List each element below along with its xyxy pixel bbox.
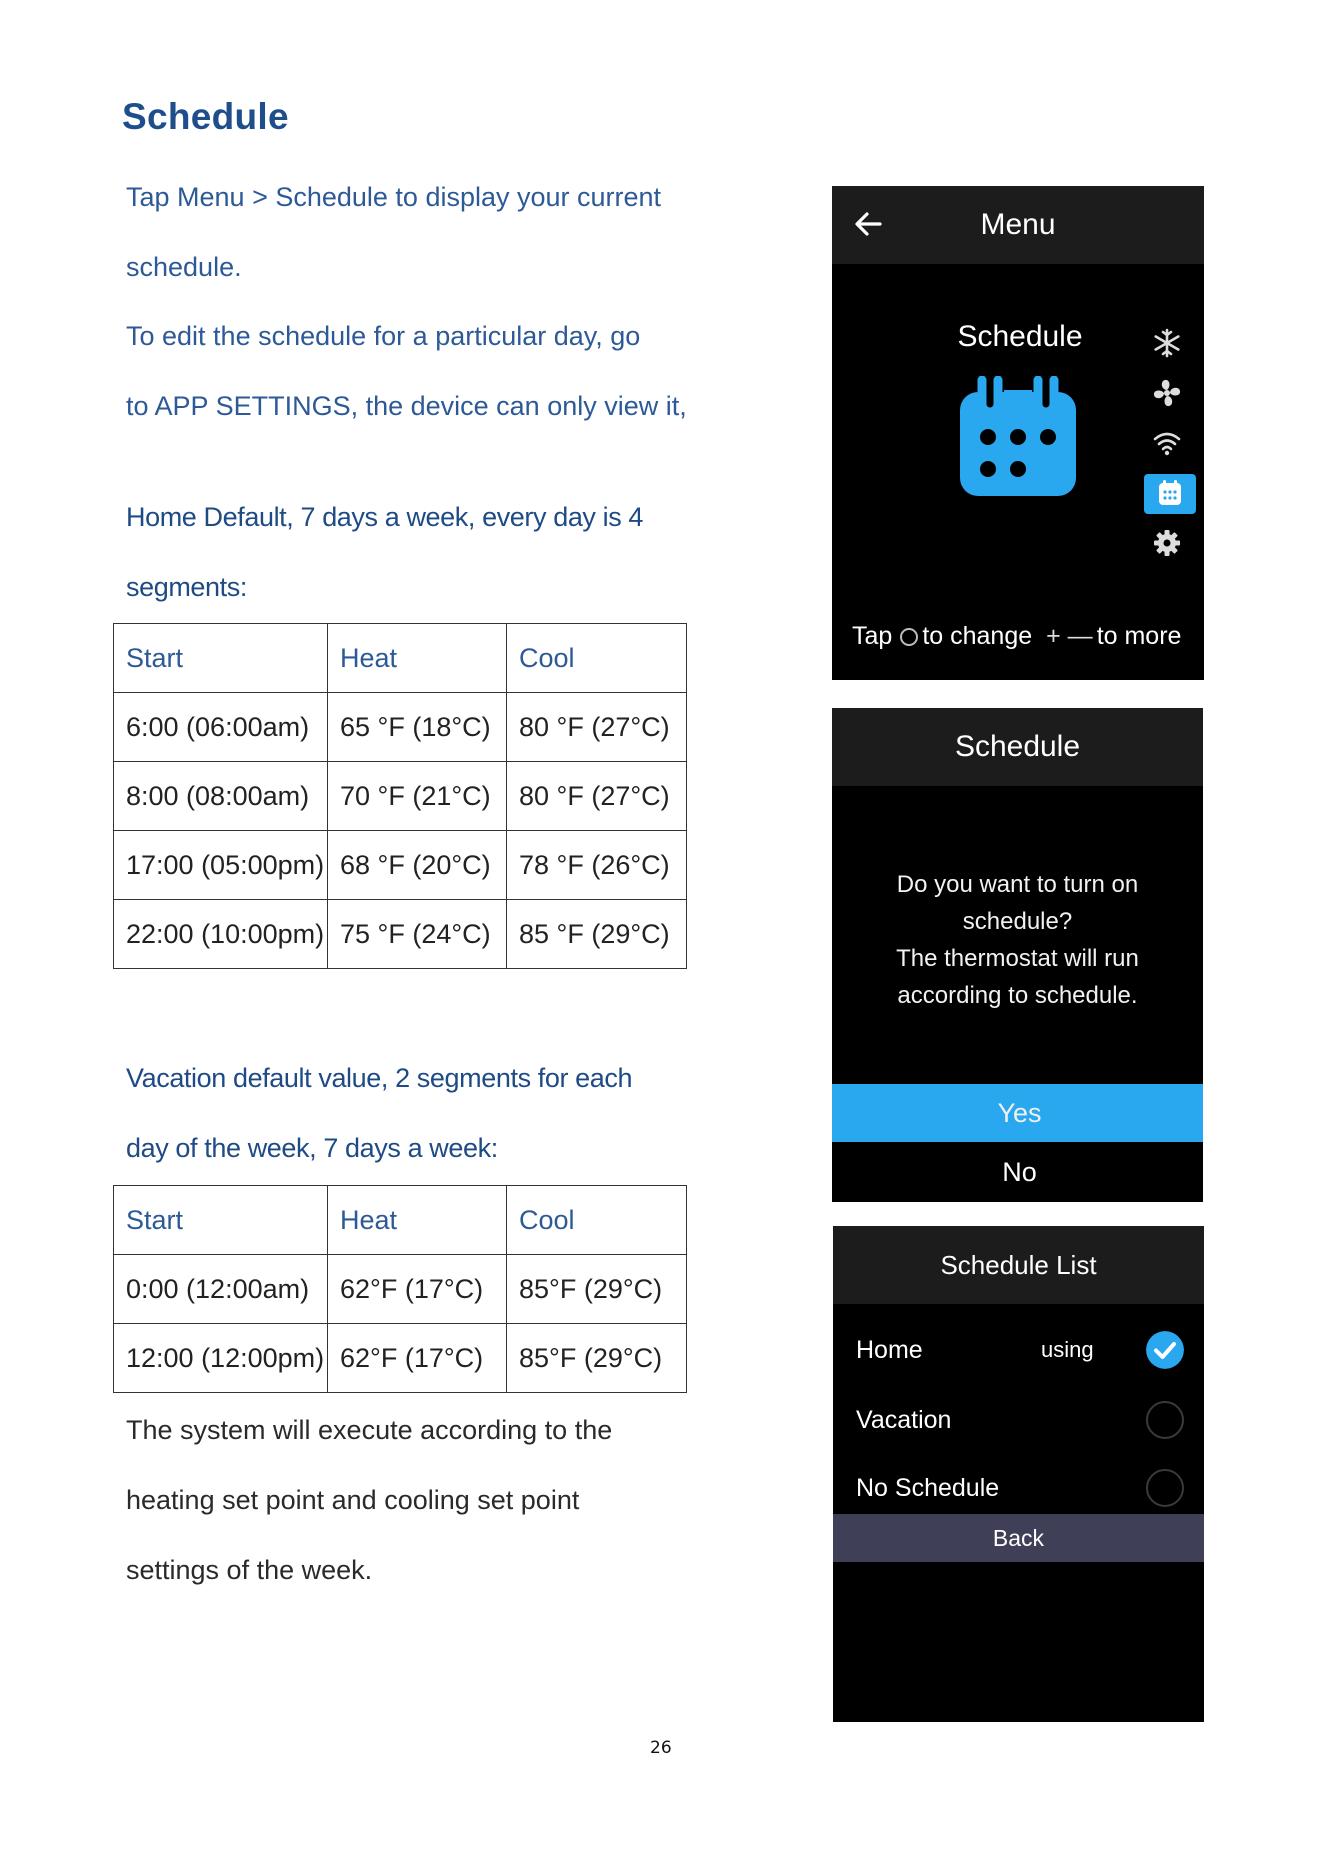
status-label: using [1041,1337,1094,1362]
gear-icon[interactable] [1152,528,1182,558]
message-line: schedule? [962,908,1073,935]
page-number: 26 [650,1738,672,1758]
list-item-vacation[interactable] [833,1400,1204,1440]
cell-cool: 85 °F (29°C) [507,900,687,969]
calendar-icon[interactable] [956,376,1080,500]
table-header-row [114,624,687,693]
menu-hint [852,622,1181,651]
back-button[interactable]: Back [833,1514,1204,1562]
intro-line: To edit the schedule for a particular day, go [126,321,641,351]
schedule-menu-label[interactable]: Schedule [957,320,1083,353]
header-heat: Heat [328,624,507,693]
cell-start: 8:00 (08:00am) [114,762,328,831]
circle-icon [900,628,918,646]
snowflake-icon[interactable] [1152,328,1182,358]
cell-heat: 62°F (17°C) [328,1324,507,1393]
cell-start: 0:00 (12:00am) [114,1255,328,1324]
section-heading: Schedule [122,96,289,137]
message-line: Do you want to turn on [896,871,1139,898]
calendar-icon [1144,474,1196,514]
intro-line: schedule. [126,252,242,282]
plus-minus-icon: + — [1046,622,1093,650]
menu-title: Menu [980,208,1056,241]
table-row [114,1324,687,1393]
home-default-heading: segments: [126,572,247,602]
header-start: Start [114,624,328,693]
intro-line: to APP SETTINGS, the device can only view it, [126,391,687,421]
hint-tap: Tap [852,622,893,650]
list-item-label: Vacation [856,1405,952,1434]
closing-line: The system will execute according to the [126,1415,613,1445]
list-item-label: No Schedule [856,1473,1000,1502]
message-line: according to schedule. [897,982,1138,1009]
table-row [114,1255,687,1324]
checked-radio-icon[interactable] [1146,1331,1184,1369]
cell-start: 17:00 (05:00pm) [114,831,328,900]
header-start: Start [114,1186,328,1255]
radio-icon[interactable] [1146,1401,1184,1439]
closing-line: settings of the week. [126,1555,373,1585]
vacation-default-heading: day of the week, 7 days a week: [126,1133,498,1163]
confirm-title-bar [832,708,1203,786]
list-item-home[interactable] [833,1330,1204,1370]
radio-icon[interactable] [1146,1469,1184,1507]
header-heat: Heat [328,1186,507,1255]
closing-line: heating set point and cooling set point [126,1485,580,1515]
schedule-confirm-screen [832,708,1203,1202]
cell-heat: 62°F (17°C) [328,1255,507,1324]
cell-start: 6:00 (06:00am) [114,693,328,762]
cell-heat: 70 °F (21°C) [328,762,507,831]
cell-heat: 68 °F (20°C) [328,831,507,900]
no-button[interactable]: No [1002,1156,1037,1187]
cell-start: 12:00 (12:00pm) [114,1324,328,1393]
table-row [114,693,687,762]
calendar-tab-selected[interactable] [1144,474,1196,514]
hint-change: to change [922,622,1033,650]
fan-icon[interactable] [1152,378,1182,408]
home-default-heading: Home Default, 7 days a week, every day is 4 [126,502,644,532]
schedule-list-title: Schedule List [940,1249,1097,1280]
cell-heat: 75 °F (24°C) [328,900,507,969]
table-row [114,762,687,831]
schedule-list-screen [833,1226,1204,1722]
cell-start: 22:00 (10:00pm) [114,900,328,969]
intro-line: Tap Menu > Schedule to display your current [126,182,662,212]
back-arrow-icon[interactable] [852,208,884,240]
hint-more: to more [1096,622,1182,650]
confirm-title: Schedule [954,730,1081,763]
table-row [114,831,687,900]
cell-cool: 85°F (29°C) [507,1324,687,1393]
cell-cool: 78 °F (26°C) [507,831,687,900]
header-cool: Cool [507,624,687,693]
vacation-schedule-table [113,1185,687,1393]
table-row [114,900,687,969]
list-item-label: Home [856,1335,923,1364]
vacation-default-heading: Vacation default value, 2 segments for each [126,1063,633,1093]
yes-button[interactable]: Yes [832,1084,1203,1142]
cell-cool: 80 °F (27°C) [507,762,687,831]
cell-cool: 85°F (29°C) [507,1255,687,1324]
home-schedule-table [113,623,687,969]
schedule-list-title-bar [833,1226,1204,1304]
menu-screen [832,186,1204,680]
confirm-message [832,866,1203,1014]
list-item-no-schedule[interactable] [833,1468,1204,1508]
menu-title-bar [832,186,1204,264]
message-line: The thermostat will run [896,945,1139,972]
cell-cool: 80 °F (27°C) [507,693,687,762]
cell-heat: 65 °F (18°C) [328,693,507,762]
header-cool: Cool [507,1186,687,1255]
wifi-icon[interactable] [1152,428,1182,458]
table-header-row [114,1186,687,1255]
